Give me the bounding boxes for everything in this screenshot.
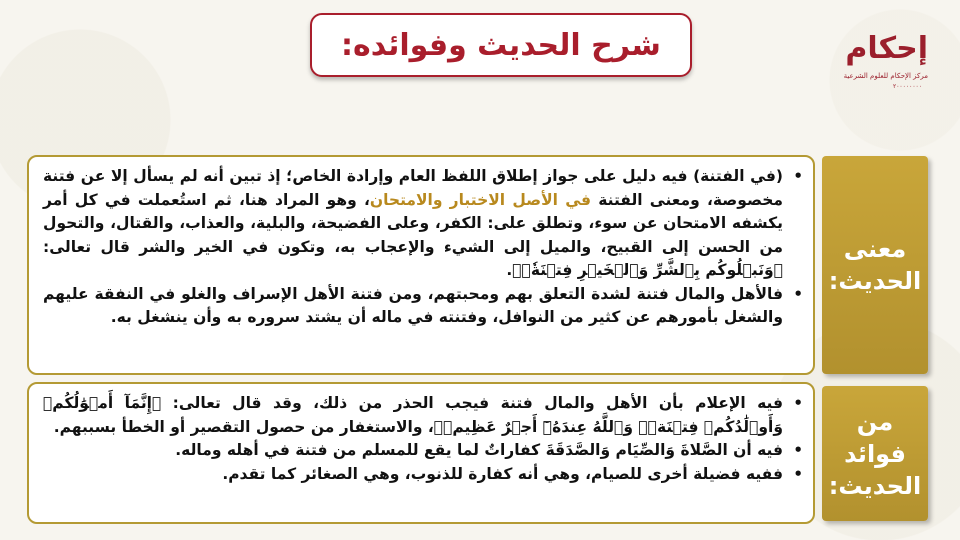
page-title: شرح الحديث وفوائده: — [341, 27, 661, 63]
meaning-bullet-1 — [43, 165, 783, 283]
meaning-label-line1: معنى — [843, 235, 907, 263]
logo-number: ٢٠٠٠٠٠٠٠٠ — [892, 83, 922, 90]
benefits-list — [29, 384, 813, 486]
meaning-text-a: (في الفتنة) فيه دليل على جواز إطلاق اللفظ العام وإرادة الخاص؛ إذ تبين أنه لم يسأل إلا عن فتنة مخصوصة، ومعنى الفتنة — [43, 167, 784, 209]
meaning-panel — [27, 155, 815, 375]
logo-word: إحكام — [845, 31, 928, 66]
benefit-bullet-2: • فيه أن الصَّلاةَ وَالصِّيَام وَالصَّدَقَةَ كفاراتٌ لما يقع للمسلم من فتنة في أهله وماله. — [43, 439, 783, 463]
benefits-label-line1: من فوائد — [844, 407, 906, 468]
benefit-bullet-1: • فيه الإعلام بأن الأهل والمال فتنة فيجب الحذر من ذلك، وقد قال تعالى: ﴿إِنَّمَآ أَمۡوَٰلُكُمۡ وَأَوۡلَٰدُكُمۡ فِتۡنَةٞۚ وَٱللَّهُ عِندَهُۥٓ أَجۡرٌ عَظِيمٞ﴾، والاستغفار من حصول التقصير أو الخطأ بسببهم. — [43, 392, 783, 439]
logo — [843, 28, 928, 94]
meaning-highlight: في الأصل الاختبار والامتحان — [369, 190, 592, 209]
benefits-label — [822, 406, 928, 502]
meaning-label-box — [822, 156, 928, 374]
meaning-text-b: ، وهو المراد هنا، ثم استُعملت في كل أمر يكشفه الامتحان عن سوء، وتطلق على: الكفر، وعلى الفضيحة، والبلية، والعذاب، والقتال، والتحول من الحسن إلى القبيح، والميل إلى الشيء والإعجاب به، وتكون في الخير والشر قال تعالى: ﴿وَنَبۡلُوكُم بِٱلشَّرِّ وَٱلۡخَيۡرِ فِتۡنَةٗۖ﴾. — [43, 190, 783, 279]
title-box — [310, 13, 692, 77]
meaning-bullet-2: • فالأهل والمال فتنة لشدة التعلق بهم ومحبتهم، ومن فتنة الأهل الإسراف والغلو في النفقة عليهم والشغل بأمورهم عن كثير من النوافل، وفتنته في ماله أن يشتد سروره به وأن ينشغل به. — [43, 283, 783, 330]
meaning-list — [29, 157, 813, 330]
logo-subtitle: مركز الإحكام للعلوم الشرعية — [843, 72, 928, 80]
benefits-panel — [27, 382, 815, 524]
benefit-bullet-3: • ففيه فضيلة أخرى للصيام، وهي أنه كفارة للذنوب، وهي الصغائر كما تقدم. — [43, 463, 783, 487]
benefits-label-box — [822, 386, 928, 521]
meaning-label-line2: الحديث: — [828, 267, 922, 295]
meaning-label — [829, 233, 921, 297]
benefits-label-line2: الحديث: — [828, 471, 922, 500]
